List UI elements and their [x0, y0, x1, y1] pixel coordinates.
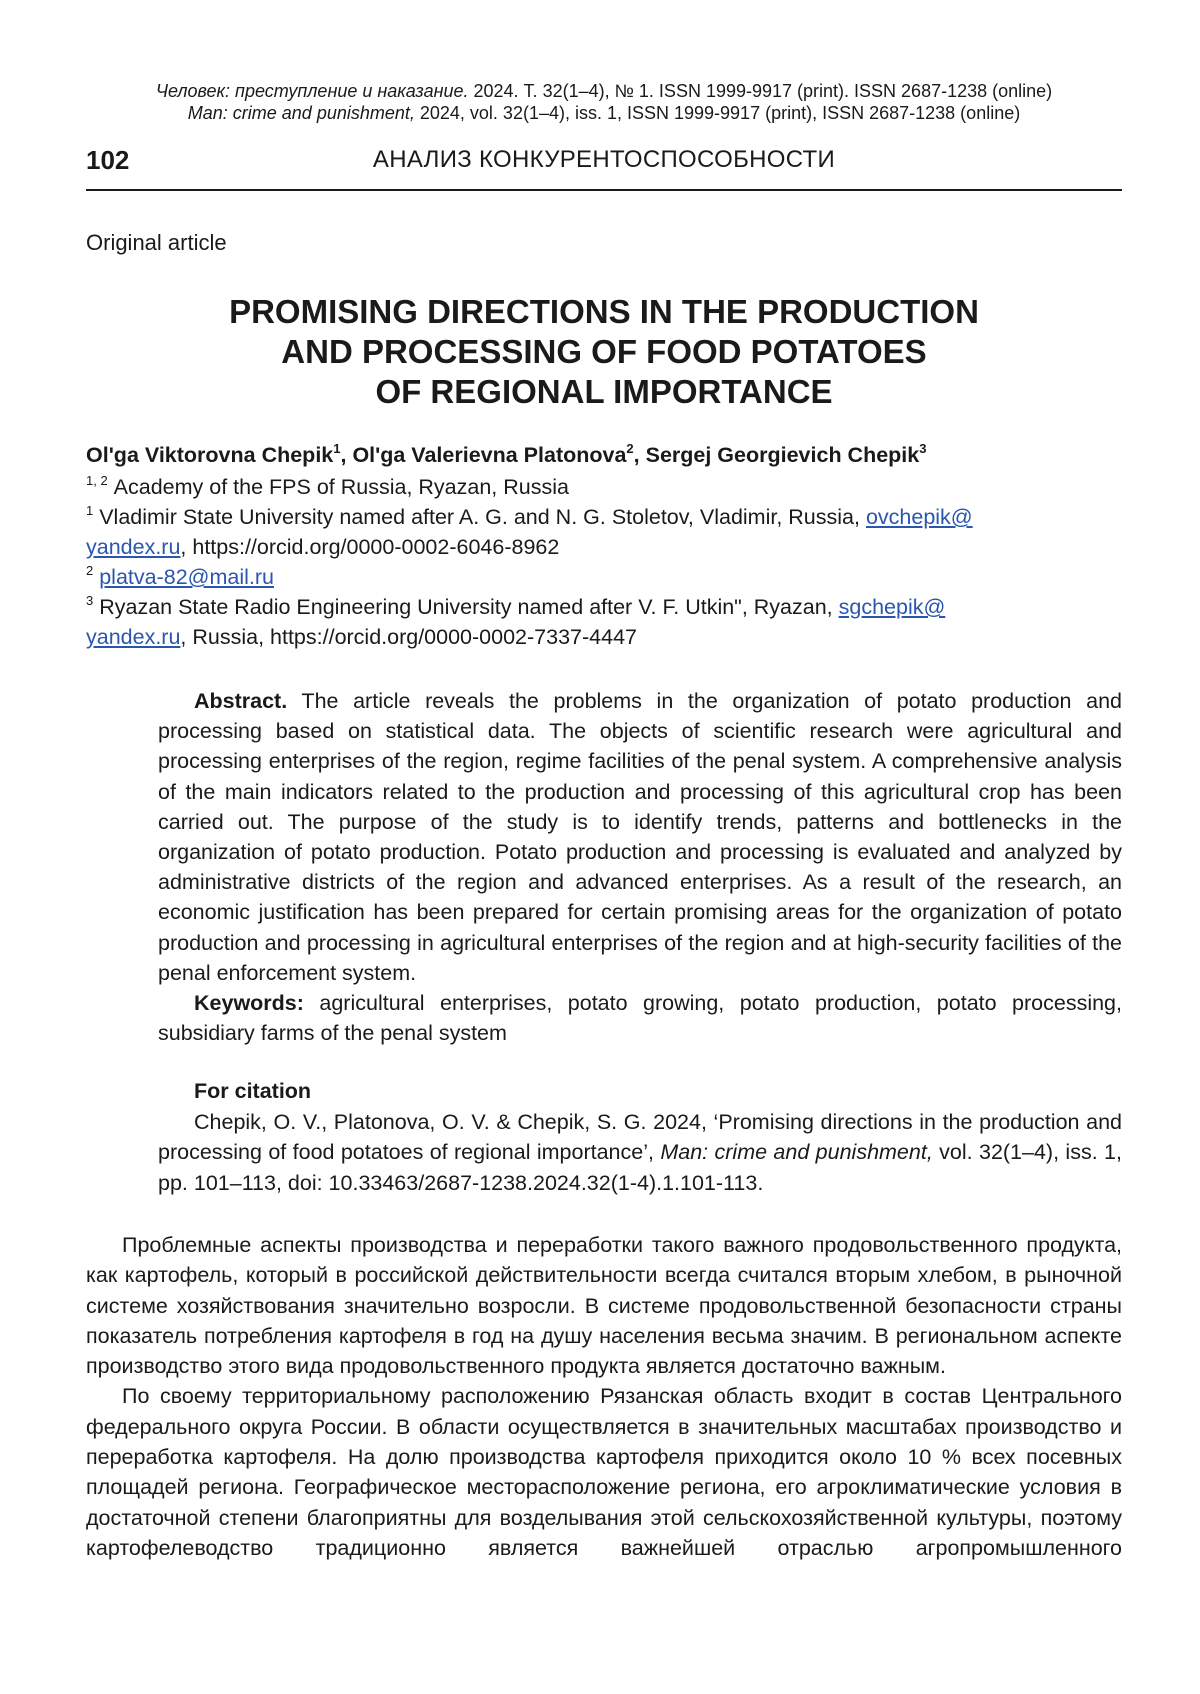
affiliation-3 — [86, 592, 1122, 652]
title-line: PROMISING DIRECTIONS IN THE PRODUCTION — [229, 293, 979, 330]
affiliation-2 — [86, 562, 1122, 592]
email-part: ovchepik@ — [865, 505, 973, 529]
body-paragraph: По своему территориальному расположению Рязанская область входит в состав Центрального федерального округа России. В области осуществляется в значительных масштабах производство и переработка картофеля. На долю производства картофеля приходится около 10 % всех посевных площадей региона. Географическое месторасположение региона, его агроклиматические условия в достаточной степени благоприятны для возделывания этой сельскохозяйственной культуры, поэтому картофелеводство традиционно является важнейшей отраслью агропромышленного — [86, 1384, 1122, 1560]
affiliation-mark: 1, 2 — [86, 473, 108, 488]
email-part: yandex.ru — [86, 535, 181, 559]
abstract-text: The article reveals the problems in the organization of potato production and processing based on statistical data. The objects of scientific research were agricultural and processing enterprises of the region, regime facilities of the penal system. A comprehensive analysis of the main indicators related to the production and processing of this agricultural crop has been carried out. The purpose of the study is to identify trends, patterns and bottlenecks in the organization of potato production. Potato production and processing is evaluated and analyzed by administrative districts of the region and advanced enterprises. As a result of the research, an economic justification has been prepared for certain promising areas for the organization of potato production and processing in agricultural enterprises of the region and at high-security facilities of the penal enforcement system. — [158, 689, 1122, 985]
body-paragraph: Проблемные аспекты производства и переработки такого важного продовольственного продукта, как картофель, который в российской действительности всегда считался вторым хлебом, в рыночной системе хозяйствования значительно возросли. В системе продовольственной безопасности страны показатель потребления картофеля в год на душу населения весьма значим. В региональном аспекте производство этого вида продовольственного продукта является достаточно важным. — [86, 1233, 1122, 1379]
affiliation-12 — [86, 472, 1122, 502]
affiliation-text: Academy of the FPS of Russia, Ryazan, Russia — [113, 475, 569, 499]
email-part: yandex.ru — [86, 625, 181, 649]
journal-name-ru: Человек: преступление и наказание. — [155, 81, 469, 101]
citation-heading-line — [158, 1076, 1122, 1107]
article-title — [86, 292, 1122, 412]
email-part: sgchepik@ — [838, 595, 946, 619]
citation-label: For citation — [194, 1079, 312, 1103]
keywords-paragraph — [158, 988, 1122, 1048]
author-name: Ol'ga Viktorovna Chepik — [86, 443, 334, 467]
affiliation-mark: 3 — [86, 593, 94, 608]
keywords-label: Keywords: — [194, 991, 304, 1016]
title-line: AND PROCESSING OF FOOD POTATOES — [281, 333, 927, 370]
abstract-paragraph — [158, 686, 1122, 988]
journal-issue-en: 2024, vol. 32(1–4), iss. 1, ISSN 1999-9917 (print), ISSN 2687-1238 (online) — [414, 103, 1021, 123]
author-list — [86, 443, 926, 468]
citation-journal: Man: crime and punishment, — [660, 1140, 933, 1164]
journal-line-en — [86, 102, 1122, 124]
email-link-platva[interactable]: platva-82@mail.ru — [99, 565, 275, 589]
affiliation-1 — [86, 502, 1122, 562]
citation-block — [158, 1076, 1122, 1198]
journal-name-en: Man: crime and punishment, — [187, 103, 415, 123]
keywords-text: agricultural enterprises, potato growing, potato production, potato processing, subsidiary farms of the penal system — [158, 991, 1122, 1046]
affiliation-text: Vladimir State University named after A. G. and N. G. Stoletov, Vladimir, Russia, — [93, 505, 866, 529]
article-type: Original article — [86, 230, 227, 255]
affiliation-mark: 2 — [86, 563, 94, 578]
citation-text — [158, 1107, 1122, 1199]
title-line: OF REGIONAL IMPORTANCE — [375, 373, 833, 410]
journal-line-ru — [86, 80, 1122, 102]
author-separator: , — [633, 443, 646, 467]
author-affiliation-mark: 3 — [919, 441, 927, 456]
author-affiliation-mark: 2 — [626, 441, 634, 456]
page-number: 102 — [86, 145, 130, 175]
running-head — [86, 143, 1122, 191]
affiliation-text: Ryazan State Radio Engineering University named after V. F. Utkin", Ryazan, — [93, 595, 839, 619]
orcid-text: , Russia, https://orcid.org/0000-0002-7337-4447 — [180, 625, 637, 649]
affiliation-mark: 1 — [86, 503, 94, 518]
author-affiliation-mark: 1 — [333, 441, 341, 456]
citation-text-before: Chepik, O. V., Platonova, O. V. & Chepik, S. G. 2024, ‘Promising directions in the production and processing of food potatoes of regional importance’, — [158, 1109, 1122, 1164]
author-name: Sergej Georgievich Chepik — [645, 443, 920, 467]
journal-issue-ru: 2024. Т. 32(1–4), № 1. ISSN 1999-9917 (print). ISSN 2687-1238 (online) — [468, 81, 1053, 101]
section-title: АНАЛИЗ КОНКУРЕНТОСПОСОБНОСТИ — [372, 146, 836, 173]
abstract-block — [158, 686, 1122, 1048]
citation-text-after: vol. 32(1–4), iss. 1, pp. 101–113, doi: 10.33463/2687-1238.2024.32(1-4).1.101-113. — [158, 1140, 1122, 1195]
abstract-label: Abstract. — [194, 689, 288, 713]
author-name: Ol'ga Valerievna Platonova — [352, 443, 627, 467]
journal-header — [86, 80, 1122, 124]
author-separator: , — [340, 443, 353, 467]
orcid-text: , https://orcid.org/0000-0002-6046-8962 — [180, 535, 560, 559]
body-text — [86, 1230, 1122, 1563]
